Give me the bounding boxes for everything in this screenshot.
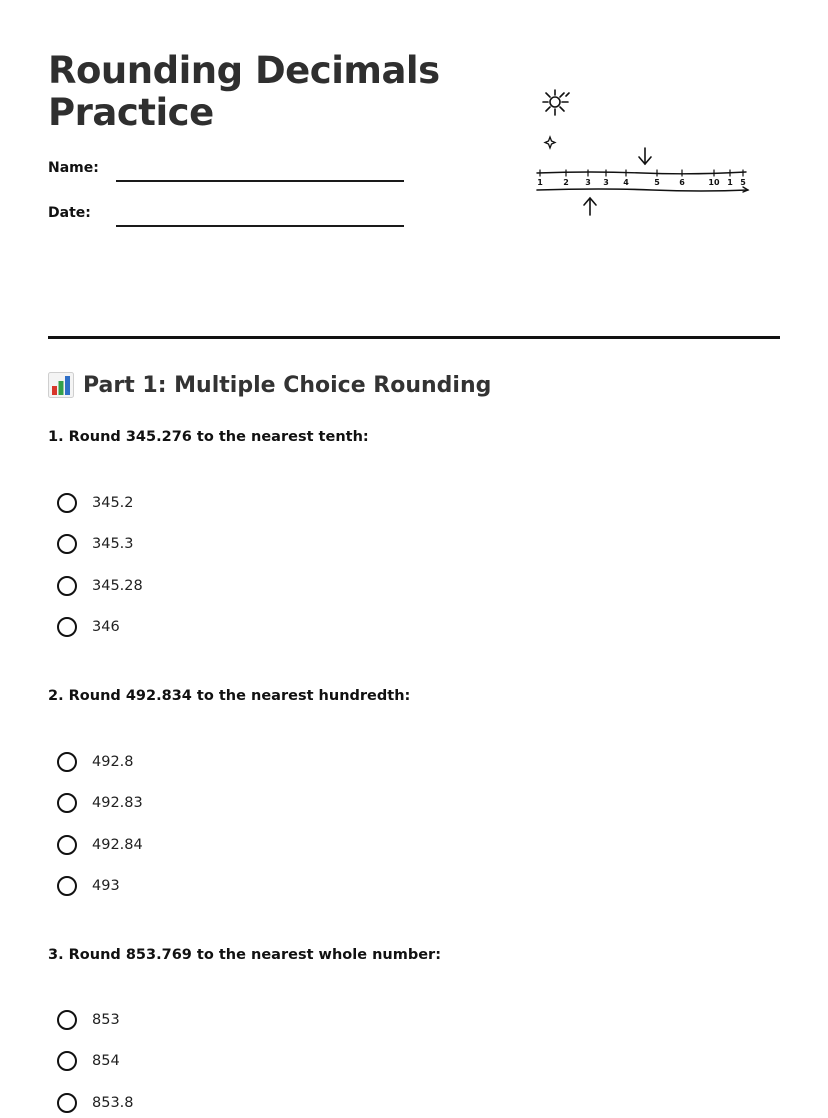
- option-label: 492.84: [92, 837, 143, 853]
- name-input-line[interactable]: [116, 180, 404, 182]
- radio-button[interactable]: [57, 493, 77, 513]
- tick-label: 1: [537, 178, 543, 187]
- q2-option-c[interactable]: [57, 832, 143, 858]
- radio-button[interactable]: [57, 576, 77, 596]
- option-label: 854: [92, 1053, 120, 1069]
- option-label: 492.83: [92, 795, 143, 811]
- page-title: Rounding Decimals Practice: [48, 49, 440, 134]
- tick-label: 10: [708, 178, 720, 187]
- tick-label: 3: [585, 178, 591, 187]
- option-label: 345.28: [92, 578, 143, 594]
- up-arrow-icon: [584, 198, 596, 215]
- tick-label: 6: [679, 178, 685, 187]
- tick-label: 3: [603, 178, 609, 187]
- q3-option-a[interactable]: [57, 1007, 120, 1033]
- tick-label: 5: [740, 178, 746, 187]
- q2-option-d[interactable]: [57, 873, 120, 899]
- question-3: 3. Round 853.769 to the nearest whole number:: [48, 947, 442, 963]
- bar-chart-icon: [48, 372, 74, 398]
- q3-option-b[interactable]: [57, 1048, 120, 1074]
- option-label: 853: [92, 1012, 120, 1028]
- question-1: 1. Round 345.276 to the nearest tenth:: [48, 429, 369, 445]
- q1-option-b[interactable]: [57, 531, 134, 557]
- q1-option-a[interactable]: [57, 490, 134, 516]
- section-divider: [48, 336, 780, 339]
- radio-button[interactable]: [57, 1093, 77, 1113]
- q1-option-c[interactable]: [57, 573, 143, 599]
- radio-button[interactable]: [57, 793, 77, 813]
- number-line-illustration: [532, 84, 758, 224]
- date-label: Date:: [48, 205, 91, 221]
- q3-option-c[interactable]: [57, 1090, 134, 1116]
- down-arrow-icon: [639, 148, 651, 164]
- tick-label: 5: [654, 178, 660, 187]
- part1-heading: [48, 372, 491, 398]
- radio-button[interactable]: [57, 1051, 77, 1071]
- part1-heading-text: Part 1: Multiple Choice Rounding: [83, 372, 492, 398]
- option-label: 345.3: [92, 536, 134, 552]
- name-label: Name:: [48, 160, 99, 176]
- tick-label: 4: [623, 178, 629, 187]
- option-label: 493: [92, 878, 120, 894]
- question-2: 2. Round 492.834 to the nearest hundredth:: [48, 688, 411, 704]
- date-field-row: [48, 205, 408, 229]
- small-star-icon: [545, 137, 555, 148]
- option-label: 853.8: [92, 1095, 134, 1111]
- name-field-row: [48, 160, 408, 184]
- date-input-line[interactable]: [116, 225, 404, 227]
- radio-button[interactable]: [57, 752, 77, 772]
- option-label: 492.8: [92, 754, 134, 770]
- q2-option-b[interactable]: [57, 790, 143, 816]
- tick-label: 1: [727, 178, 733, 187]
- q2-option-a[interactable]: [57, 749, 134, 775]
- option-label: 345.2: [92, 495, 134, 511]
- radio-button[interactable]: [57, 876, 77, 896]
- q1-option-d[interactable]: [57, 614, 120, 640]
- radio-button[interactable]: [57, 617, 77, 637]
- sparkle-icon: [543, 90, 569, 115]
- tick-label: 2: [563, 178, 569, 187]
- option-label: 346: [92, 619, 120, 635]
- radio-button[interactable]: [57, 1010, 77, 1030]
- radio-button[interactable]: [57, 534, 77, 554]
- radio-button[interactable]: [57, 835, 77, 855]
